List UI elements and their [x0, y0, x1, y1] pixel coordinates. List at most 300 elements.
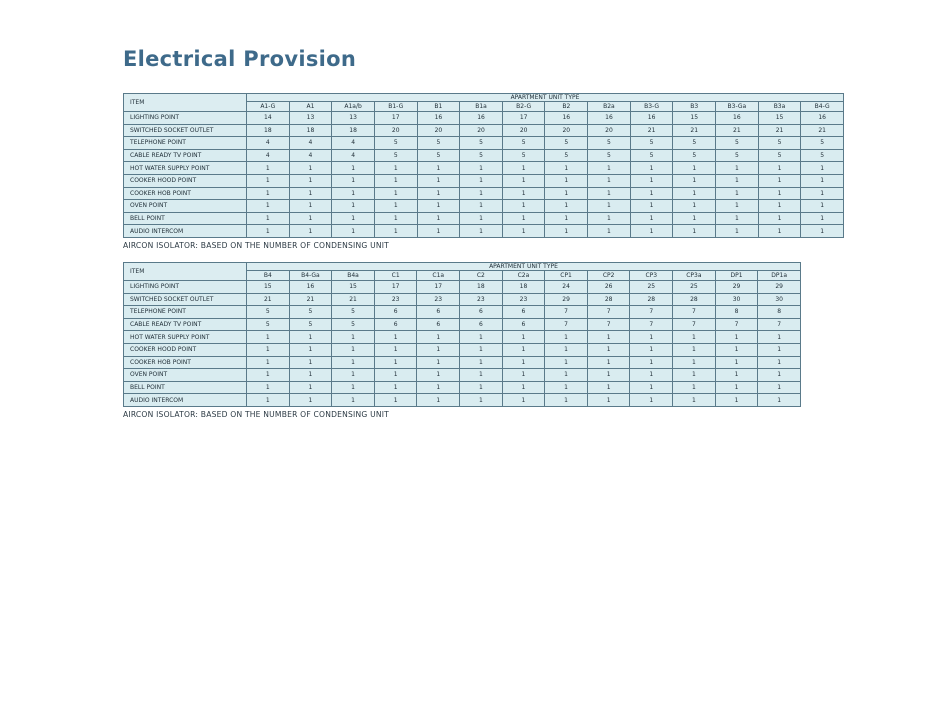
- row-label: HOT WATER SUPPLY POINT: [124, 162, 247, 175]
- table-cell: 1: [247, 200, 290, 213]
- table-cell: 1: [332, 394, 375, 407]
- table-cell: 5: [758, 149, 801, 162]
- table-cell: 5: [374, 149, 417, 162]
- row-label: OVEN POINT: [124, 200, 247, 213]
- table-cell: 1: [332, 187, 375, 200]
- table-cell: 1: [374, 331, 417, 344]
- apartment-unit-type-header: APARTMENT UNIT TYPE: [247, 94, 844, 102]
- table-cell: 1: [417, 200, 460, 213]
- table-cell: 16: [801, 112, 844, 125]
- table-cell: 29: [545, 293, 588, 306]
- table-cell: 1: [417, 187, 460, 200]
- table-cell: 7: [673, 318, 716, 331]
- table-cell: 1: [673, 343, 716, 356]
- table-cell: 1: [417, 212, 460, 225]
- table-cell: 5: [460, 149, 503, 162]
- table-cell: 5: [289, 318, 332, 331]
- unit-type-column-header: CP3a: [673, 271, 716, 281]
- table-cell: 1: [758, 187, 801, 200]
- table-cell: 1: [417, 174, 460, 187]
- unit-type-column-header: C1a: [417, 271, 460, 281]
- table-cell: 5: [716, 149, 759, 162]
- table-row: [124, 124, 844, 137]
- table-cell: 1: [289, 200, 332, 213]
- table-cell: 17: [374, 281, 417, 294]
- table-cell: 6: [460, 318, 503, 331]
- table-cell: 1: [630, 394, 673, 407]
- table-cell: 1: [247, 174, 290, 187]
- table-cell: 17: [374, 112, 417, 125]
- table-row: [124, 200, 844, 213]
- table-cell: 15: [673, 112, 716, 125]
- table-cell: 25: [673, 281, 716, 294]
- table-cell: 23: [374, 293, 417, 306]
- table-cell: 1: [545, 394, 588, 407]
- table-cell: 1: [801, 162, 844, 175]
- table-cell: 1: [630, 331, 673, 344]
- row-label: AUDIO INTERCOM: [124, 394, 247, 407]
- table-cell: 20: [417, 124, 460, 137]
- table-cell: 20: [588, 124, 631, 137]
- table-cell: 1: [247, 162, 290, 175]
- table-cell: 29: [758, 281, 801, 294]
- table-cell: 8: [758, 306, 801, 319]
- unit-type-column-header: C2a: [502, 271, 545, 281]
- table-cell: 5: [247, 318, 290, 331]
- table-cell: 1: [374, 187, 417, 200]
- table-cell: 24: [545, 281, 588, 294]
- row-label: BELL POINT: [124, 212, 247, 225]
- table-cell: 5: [630, 149, 673, 162]
- table-cell: 15: [758, 112, 801, 125]
- table-cell: 1: [417, 356, 460, 369]
- table-cell: 4: [289, 149, 332, 162]
- row-label: COOKER HOOD POINT: [124, 174, 247, 187]
- table-cell: 1: [247, 356, 290, 369]
- unit-type-column-header: DP1: [715, 271, 758, 281]
- unit-type-column-header: B3: [673, 102, 716, 112]
- table-cell: 5: [417, 137, 460, 150]
- table-cell: 1: [587, 369, 630, 382]
- table-cell: 1: [460, 369, 503, 382]
- table-cell: 1: [374, 369, 417, 382]
- table-cell: 1: [801, 174, 844, 187]
- row-label: COOKER HOB POINT: [124, 187, 247, 200]
- table-row: [124, 225, 844, 238]
- table-cell: 18: [332, 124, 375, 137]
- table-cell: 16: [460, 112, 503, 125]
- unit-type-column-header: B1-G: [374, 102, 417, 112]
- table-cell: 1: [715, 369, 758, 382]
- unit-type-column-header: A1a/b: [332, 102, 375, 112]
- table-row: [124, 293, 801, 306]
- table-cell: 1: [460, 331, 503, 344]
- table-cell: 1: [673, 225, 716, 238]
- unit-type-column-header: A1-G: [247, 102, 290, 112]
- table-cell: 1: [715, 343, 758, 356]
- table-cell: 6: [374, 306, 417, 319]
- table-cell: 1: [673, 212, 716, 225]
- table-cell: 1: [716, 187, 759, 200]
- table-cell: 1: [374, 394, 417, 407]
- table-cell: 1: [289, 225, 332, 238]
- electrical-provision-table-1: [123, 93, 844, 238]
- table-cell: 1: [758, 394, 801, 407]
- table-cell: 1: [502, 381, 545, 394]
- table-cell: 5: [545, 149, 588, 162]
- table-cell: 26: [587, 281, 630, 294]
- table-cell: 1: [417, 381, 460, 394]
- table-cell: 1: [332, 200, 375, 213]
- table-cell: 1: [715, 394, 758, 407]
- table-cell: 1: [374, 356, 417, 369]
- table-cell: 1: [588, 187, 631, 200]
- table-cell: 1: [502, 174, 545, 187]
- unit-type-column-header: B3-Ga: [716, 102, 759, 112]
- row-label: TELEPHONE POINT: [124, 137, 247, 150]
- table-cell: 6: [417, 306, 460, 319]
- table-header-row: [124, 94, 844, 102]
- table-cell: 28: [673, 293, 716, 306]
- table-row: [124, 369, 801, 382]
- table-row: [124, 331, 801, 344]
- table-cell: 1: [460, 187, 503, 200]
- table-cell: 1: [374, 174, 417, 187]
- table-cell: 1: [758, 212, 801, 225]
- table-cell: 1: [716, 174, 759, 187]
- table-cell: 1: [460, 200, 503, 213]
- table-cell: 1: [673, 394, 716, 407]
- unit-type-column-header: CP1: [545, 271, 588, 281]
- unit-type-column-header: B2-G: [502, 102, 545, 112]
- table-cell: 21: [332, 293, 375, 306]
- table-cell: 5: [247, 306, 290, 319]
- table-cell: 1: [374, 162, 417, 175]
- table-cell: 6: [460, 306, 503, 319]
- table-cell: 7: [758, 318, 801, 331]
- table-cell: 6: [374, 318, 417, 331]
- table-cell: 1: [758, 200, 801, 213]
- table-cell: 7: [630, 306, 673, 319]
- table-cell: 1: [545, 162, 588, 175]
- table-cell: 1: [758, 369, 801, 382]
- row-label: CABLE READY TV POINT: [124, 318, 247, 331]
- table-cell: 17: [502, 112, 545, 125]
- table-cell: 6: [502, 318, 545, 331]
- table-cell: 1: [332, 212, 375, 225]
- table-cell: 1: [715, 356, 758, 369]
- table-cell: 1: [289, 331, 332, 344]
- table-cell: 1: [673, 369, 716, 382]
- aircon-isolator-note: AIRCON ISOLATOR: BASED ON THE NUMBER OF CONDENSING UNIT: [123, 410, 389, 419]
- table-cell: 1: [417, 225, 460, 238]
- table-cell: 1: [332, 381, 375, 394]
- item-column-header: ITEM: [124, 263, 247, 281]
- table-cell: 1: [289, 343, 332, 356]
- table-cell: 7: [630, 318, 673, 331]
- table-cell: 1: [289, 369, 332, 382]
- table-cell: 6: [502, 306, 545, 319]
- row-label: COOKER HOB POINT: [124, 356, 247, 369]
- table-row: [124, 137, 844, 150]
- table-cell: 7: [673, 306, 716, 319]
- table-cell: 18: [502, 281, 545, 294]
- table-cell: 1: [460, 225, 503, 238]
- table-cell: 1: [332, 343, 375, 356]
- row-label: BELL POINT: [124, 381, 247, 394]
- table-body: [124, 112, 844, 238]
- table-cell: 1: [588, 225, 631, 238]
- table-cell: 1: [502, 200, 545, 213]
- table-cell: 1: [587, 394, 630, 407]
- table-cell: 1: [502, 162, 545, 175]
- table-cell: 4: [289, 137, 332, 150]
- table-cell: 1: [673, 162, 716, 175]
- table-row: [124, 212, 844, 225]
- table-cell: 5: [460, 137, 503, 150]
- table-cell: 1: [374, 212, 417, 225]
- table-cell: 1: [289, 187, 332, 200]
- table-cell: 1: [332, 369, 375, 382]
- table-cell: 1: [673, 331, 716, 344]
- table-cell: 1: [715, 381, 758, 394]
- unit-type-column-header: B4-G: [801, 102, 844, 112]
- table-cell: 4: [247, 137, 290, 150]
- unit-type-column-header: B2a: [588, 102, 631, 112]
- table-cell: 1: [716, 162, 759, 175]
- table-cell: 5: [630, 137, 673, 150]
- table-cell: 4: [332, 149, 375, 162]
- table-cell: 21: [247, 293, 290, 306]
- table-row: [124, 174, 844, 187]
- table-cell: 1: [460, 394, 503, 407]
- table-cell: 7: [545, 318, 588, 331]
- table-cell: 1: [460, 162, 503, 175]
- table-row: [124, 318, 801, 331]
- table-cell: 1: [630, 200, 673, 213]
- table-cell: 1: [588, 162, 631, 175]
- table-cell: 20: [545, 124, 588, 137]
- table-cell: 28: [587, 293, 630, 306]
- table-cell: 5: [801, 137, 844, 150]
- table-cell: 5: [502, 149, 545, 162]
- unit-type-column-header: CP3: [630, 271, 673, 281]
- table-cell: 1: [545, 212, 588, 225]
- table-cell: 20: [460, 124, 503, 137]
- table-cell: 1: [801, 212, 844, 225]
- table-cell: 1: [247, 187, 290, 200]
- table-row: [124, 394, 801, 407]
- table-cell: 7: [715, 318, 758, 331]
- table-header-row: [124, 263, 801, 271]
- table-cell: 21: [630, 124, 673, 137]
- table-cell: 1: [289, 174, 332, 187]
- table-cell: 5: [289, 306, 332, 319]
- table-cell: 1: [417, 331, 460, 344]
- table-cell: 4: [332, 137, 375, 150]
- table-cell: 1: [417, 162, 460, 175]
- table-cell: 1: [289, 356, 332, 369]
- table-cell: 1: [801, 187, 844, 200]
- table-cell: 5: [332, 306, 375, 319]
- table-cell: 1: [630, 225, 673, 238]
- table-cell: 1: [673, 381, 716, 394]
- table-cell: 20: [502, 124, 545, 137]
- table-cell: 13: [289, 112, 332, 125]
- table-cell: 16: [289, 281, 332, 294]
- table-cell: 1: [758, 381, 801, 394]
- row-label: AUDIO INTERCOM: [124, 225, 247, 238]
- table-cell: 5: [801, 149, 844, 162]
- table-cell: 1: [630, 162, 673, 175]
- row-label: LIGHTING POINT: [124, 112, 247, 125]
- table-cell: 1: [460, 174, 503, 187]
- table-cell: 18: [460, 281, 503, 294]
- row-label: HOT WATER SUPPLY POINT: [124, 331, 247, 344]
- table-cell: 1: [673, 174, 716, 187]
- unit-type-column-header: C1: [374, 271, 417, 281]
- table-cell: 5: [502, 137, 545, 150]
- table-cell: 16: [630, 112, 673, 125]
- table-cell: 1: [460, 381, 503, 394]
- row-label: LIGHTING POINT: [124, 281, 247, 294]
- table-cell: 1: [630, 356, 673, 369]
- table-cell: 4: [247, 149, 290, 162]
- table-cell: 18: [247, 124, 290, 137]
- table-cell: 21: [716, 124, 759, 137]
- table-cell: 5: [545, 137, 588, 150]
- table-cell: 21: [289, 293, 332, 306]
- table-cell: 5: [588, 137, 631, 150]
- table-cell: 5: [588, 149, 631, 162]
- unit-type-column-header: B1a: [460, 102, 503, 112]
- table-cell: 8: [715, 306, 758, 319]
- table-cell: 1: [588, 174, 631, 187]
- table-cell: 1: [502, 343, 545, 356]
- table-cell: 5: [673, 149, 716, 162]
- table-cell: 1: [758, 331, 801, 344]
- table-cell: 1: [332, 174, 375, 187]
- table-cell: 5: [673, 137, 716, 150]
- page-title: Electrical Provision: [123, 47, 357, 71]
- unit-type-column-header: B3a: [758, 102, 801, 112]
- table-cell: 1: [673, 187, 716, 200]
- table-cell: 1: [417, 369, 460, 382]
- table-cell: 28: [630, 293, 673, 306]
- table-cell: 1: [502, 394, 545, 407]
- table-cell: 1: [502, 225, 545, 238]
- table-cell: 1: [673, 200, 716, 213]
- table-cell: 7: [587, 306, 630, 319]
- table-cell: 1: [247, 394, 290, 407]
- table-row: [124, 187, 844, 200]
- unit-type-column-header: B4a: [332, 271, 375, 281]
- table-cell: 5: [374, 137, 417, 150]
- table-cell: 1: [758, 174, 801, 187]
- unit-type-column-header: A1: [289, 102, 332, 112]
- table-cell: 6: [417, 318, 460, 331]
- table-cell: 14: [247, 112, 290, 125]
- table-cell: 1: [630, 174, 673, 187]
- table-cell: 1: [247, 331, 290, 344]
- row-label: COOKER HOOD POINT: [124, 343, 247, 356]
- row-label: OVEN POINT: [124, 369, 247, 382]
- table-cell: 1: [247, 212, 290, 225]
- table-cell: 1: [545, 343, 588, 356]
- table-cell: 1: [332, 162, 375, 175]
- table-row: [124, 343, 801, 356]
- table-cell: 1: [332, 331, 375, 344]
- table-cell: 16: [588, 112, 631, 125]
- table-cell: 1: [460, 212, 503, 225]
- table-cell: 1: [247, 369, 290, 382]
- table-cell: 1: [545, 174, 588, 187]
- table-cell: 1: [801, 225, 844, 238]
- table-cell: 1: [588, 200, 631, 213]
- table-cell: 30: [758, 293, 801, 306]
- table-row: [124, 112, 844, 125]
- table-cell: 1: [374, 200, 417, 213]
- table-cell: 1: [630, 381, 673, 394]
- table-cell: 1: [502, 369, 545, 382]
- table-cell: 5: [758, 137, 801, 150]
- table-cell: 25: [630, 281, 673, 294]
- unit-type-column-header: B1: [417, 102, 460, 112]
- table-cell: 1: [332, 356, 375, 369]
- table-cell: 13: [332, 112, 375, 125]
- table-cell: 1: [247, 381, 290, 394]
- unit-type-column-header: CP2: [587, 271, 630, 281]
- unit-type-column-header: C2: [460, 271, 503, 281]
- table-cell: 1: [417, 394, 460, 407]
- table-cell: 1: [587, 343, 630, 356]
- unit-type-column-header: DP1a: [758, 271, 801, 281]
- table-cell: 1: [374, 225, 417, 238]
- table-cell: 1: [758, 225, 801, 238]
- table-cell: 1: [587, 381, 630, 394]
- table-cell: 1: [289, 162, 332, 175]
- table-cell: 1: [545, 331, 588, 344]
- table-cell: 1: [332, 225, 375, 238]
- table-cell: 29: [715, 281, 758, 294]
- table-cell: 20: [374, 124, 417, 137]
- table-cell: 1: [545, 225, 588, 238]
- row-label: TELEPHONE POINT: [124, 306, 247, 319]
- table-cell: 1: [715, 331, 758, 344]
- table-cell: 1: [502, 356, 545, 369]
- unit-type-column-header: B4: [247, 271, 290, 281]
- table-row: [124, 281, 801, 294]
- table-cell: 23: [460, 293, 503, 306]
- table-cell: 1: [545, 356, 588, 369]
- table-cell: 1: [545, 200, 588, 213]
- table-cell: 1: [630, 369, 673, 382]
- table-cell: 1: [545, 187, 588, 200]
- table-cell: 1: [502, 187, 545, 200]
- table-cell: 1: [716, 212, 759, 225]
- table-cell: 1: [758, 343, 801, 356]
- table-cell: 1: [587, 356, 630, 369]
- table-cell: 17: [417, 281, 460, 294]
- table-cell: 1: [801, 200, 844, 213]
- table-row: [124, 356, 801, 369]
- table-body: [124, 281, 801, 407]
- electrical-provision-table-2: [123, 262, 801, 407]
- table-cell: 23: [417, 293, 460, 306]
- row-label: SWITCHED SOCKET OUTLET: [124, 124, 247, 137]
- table-cell: 1: [374, 343, 417, 356]
- table-cell: 16: [716, 112, 759, 125]
